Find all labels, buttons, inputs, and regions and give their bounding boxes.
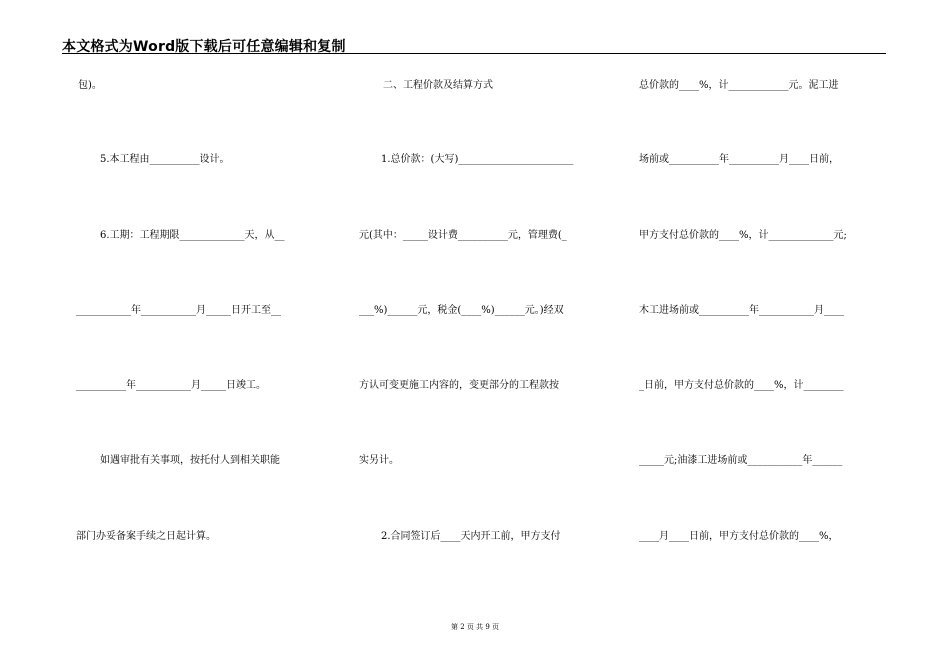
text-line: 元(其中：_____设计费__________元，管理费(_ [359, 230, 567, 241]
text-line: 实另计。 [359, 455, 399, 466]
document-header-title: 本文格式为Word版下载后可任意编辑和复制 [62, 39, 346, 55]
text-line: 场前或__________年__________月____日前， [639, 154, 839, 165]
text-line: __________年___________月_____日竣工。 [76, 380, 266, 391]
page-number: 第 2 页 共 9 页 [450, 623, 500, 631]
text-line: 方认可变更施工内容的，变更部分的工程款按 [359, 380, 559, 391]
text-line: 包)。 [78, 80, 102, 91]
text-line: ___%)______元，税金(____%)______元。)经双 [359, 305, 564, 316]
text-line: 5.本工程由__________设计。 [100, 154, 230, 165]
text-line: 总价款的____%，计____________元。泥工进 [639, 80, 839, 91]
text-line: ____月____日前，甲方支付总价款的____%， [639, 531, 839, 542]
section-heading: 二、工程价款及结算方式 [383, 80, 493, 91]
text-line: 木工进场前或__________年___________月____ [639, 305, 844, 316]
text-line: 如遇审批有关事项，按托付人到相关职能 [100, 455, 280, 466]
text-column-3 [639, 0, 889, 672]
text-line: _____元;油漆工进场前或___________年______ [639, 455, 843, 466]
text-line: _日前，甲方支付总价款的____%，计________ [639, 380, 844, 391]
text-column-1 [78, 0, 328, 672]
text-line: 6.工期：工程期限_____________天，从__ [100, 230, 285, 241]
text-column-2 [359, 0, 609, 672]
text-line: 2.合同签订后____天内开工前，甲方支付 [381, 531, 561, 542]
text-line: ___________年___________月_____日开工至__ [76, 305, 281, 316]
text-line: 甲方支付总价款的____%，计_____________元; [639, 230, 847, 241]
text-line: 部门办妥备案手续之日起计算。 [76, 531, 216, 542]
text-line: 1.总价款：(大写)_______________________ [381, 154, 574, 165]
